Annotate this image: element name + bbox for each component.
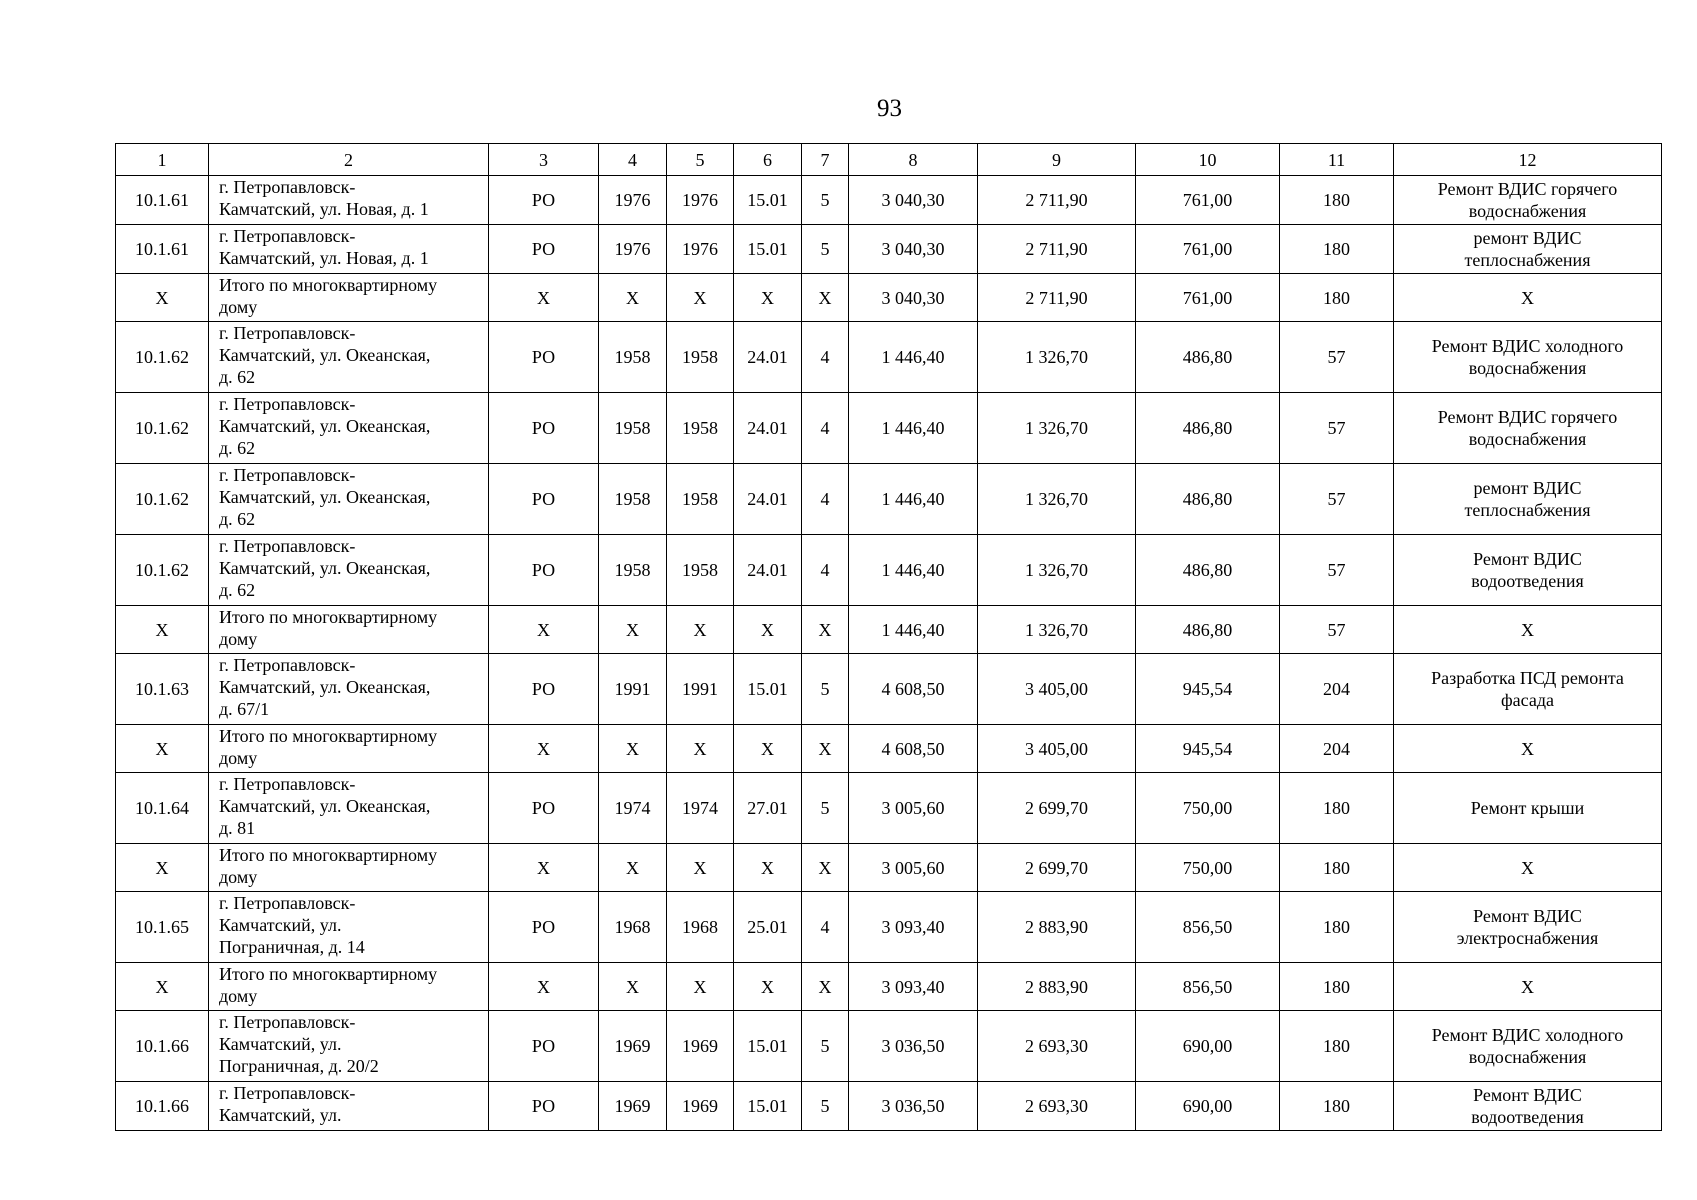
residents-count-cell: 204 (1280, 654, 1394, 725)
residents-area-cell: 761,00 (1136, 274, 1280, 322)
total-area-cell: 3 093,40 (849, 892, 978, 963)
residents-area-cell: 486,80 (1136, 535, 1280, 606)
year-built-cell: 1976 (599, 225, 667, 274)
owner-type-cell: Х (489, 844, 599, 892)
wall-material-cell: Х (734, 606, 802, 654)
address-cell (209, 892, 489, 963)
work-type-line: Ремонт ВДИС холодного (1431, 1025, 1624, 1045)
address-line: дому (219, 986, 258, 1006)
header-cell: 9 (978, 144, 1136, 176)
floors-cell: Х (802, 725, 849, 773)
address-cell (209, 844, 489, 892)
year-built-cell: Х (599, 963, 667, 1011)
table-row (116, 654, 1662, 725)
work-type-line: водоснабжения (1468, 429, 1587, 449)
residents-count-cell: 57 (1280, 393, 1394, 464)
owner-type-cell: РО (489, 535, 599, 606)
floors-cell: 5 (802, 225, 849, 274)
floors-cell: 5 (802, 773, 849, 844)
living-area-cell: 2 883,90 (978, 892, 1136, 963)
living-area-cell: 2 693,30 (978, 1082, 1136, 1131)
residents-area-cell: 486,80 (1136, 606, 1280, 654)
year-commissioned-cell: 1991 (667, 654, 734, 725)
work-type-line: Ремонт ВДИС (1473, 1085, 1582, 1105)
year-commissioned-cell: 1958 (667, 322, 734, 393)
table-row (116, 322, 1662, 393)
work-type-cell (1394, 1082, 1662, 1131)
work-type-line: Х (1521, 619, 1534, 640)
wall-material-cell: 15.01 (734, 1082, 802, 1131)
residents-count-cell: 180 (1280, 892, 1394, 963)
total-area-cell: 1 446,40 (849, 535, 978, 606)
year-built-cell: 1991 (599, 654, 667, 725)
work-type-line: Х (1521, 287, 1534, 308)
wall-material-cell: 24.01 (734, 393, 802, 464)
total-area-cell: 3 040,30 (849, 176, 978, 225)
row-number-cell: Х (116, 606, 209, 654)
residents-count-cell: 180 (1280, 963, 1394, 1011)
living-area-cell: 2 699,70 (978, 844, 1136, 892)
owner-type-cell: РО (489, 1082, 599, 1131)
row-number-cell: Х (116, 844, 209, 892)
work-type-cell (1394, 464, 1662, 535)
year-commissioned-cell: 1969 (667, 1011, 734, 1082)
header-row (116, 144, 1662, 176)
address-cell (209, 606, 489, 654)
work-type-line: Ремонт ВДИС горячего (1437, 179, 1618, 199)
year-commissioned-cell: Х (667, 725, 734, 773)
residents-area-cell: 750,00 (1136, 844, 1280, 892)
wall-material-cell: 24.01 (734, 535, 802, 606)
living-area-cell: 2 693,30 (978, 1011, 1136, 1082)
residents-area-cell: 690,00 (1136, 1011, 1280, 1082)
header-cell: 3 (489, 144, 599, 176)
address-cell (209, 725, 489, 773)
address-line: Камчатский, ул. Новая, д. 1 (219, 199, 429, 219)
owner-type-cell: РО (489, 225, 599, 274)
address-line: Камчатский, ул. Океанская, (219, 677, 431, 697)
address-line: Итого по многоквартирному (219, 607, 438, 627)
address-line: г. Петропавловск- (219, 177, 356, 197)
address-cell (209, 274, 489, 322)
address-cell (209, 535, 489, 606)
year-built-cell: Х (599, 725, 667, 773)
total-row (116, 725, 1662, 773)
work-type-cell (1394, 892, 1662, 963)
owner-type-cell: РО (489, 892, 599, 963)
total-area-cell: 3 036,50 (849, 1011, 978, 1082)
address-line: Камчатский, ул. Океанская, (219, 558, 431, 578)
address-line: дому (219, 748, 258, 768)
residents-count-cell: 180 (1280, 176, 1394, 225)
residents-area-cell: 486,80 (1136, 322, 1280, 393)
year-built-cell: 1976 (599, 176, 667, 225)
wall-material-cell: 25.01 (734, 892, 802, 963)
work-type-line: Ремонт ВДИС (1473, 549, 1582, 569)
year-commissioned-cell: 1958 (667, 464, 734, 535)
owner-type-cell: Х (489, 606, 599, 654)
floors-cell: Х (802, 963, 849, 1011)
work-type-line: Ремонт ВДИС холодного (1431, 336, 1624, 356)
address-line: Камчатский, ул. (219, 1105, 342, 1125)
work-type-line: Ремонт ВДИС (1473, 906, 1582, 926)
year-built-cell: 1958 (599, 535, 667, 606)
work-type-cell (1394, 963, 1662, 1011)
wall-material-cell: 24.01 (734, 464, 802, 535)
work-type-line: фасада (1501, 690, 1554, 710)
work-type-line: Разработка ПСД ремонта (1431, 668, 1624, 688)
residents-count-cell: 180 (1280, 844, 1394, 892)
total-row (116, 274, 1662, 322)
floors-cell: 5 (802, 1082, 849, 1131)
table-row (116, 176, 1662, 225)
year-built-cell: Х (599, 274, 667, 322)
row-number-cell: 10.1.62 (116, 393, 209, 464)
residents-area-cell: 690,00 (1136, 1082, 1280, 1131)
year-commissioned-cell: 1974 (667, 773, 734, 844)
address-line: Камчатский, ул. Океанская, (219, 416, 431, 436)
address-cell (209, 393, 489, 464)
floors-cell: 5 (802, 1011, 849, 1082)
header-cell: 10 (1136, 144, 1280, 176)
total-area-cell: 3 005,60 (849, 773, 978, 844)
residents-count-cell: 57 (1280, 464, 1394, 535)
owner-type-cell: Х (489, 963, 599, 1011)
residents-count-cell: 57 (1280, 606, 1394, 654)
address-line: д. 62 (219, 438, 256, 458)
work-type-line: водоснабжения (1468, 201, 1587, 221)
wall-material-cell: 27.01 (734, 773, 802, 844)
residents-count-cell: 180 (1280, 225, 1394, 274)
address-line: д. 62 (219, 509, 256, 529)
row-number-cell: 10.1.62 (116, 535, 209, 606)
address-line: г. Петропавловск- (219, 893, 356, 913)
total-area-cell: 1 446,40 (849, 464, 978, 535)
total-area-cell: 1 446,40 (849, 393, 978, 464)
table-row (116, 1082, 1662, 1131)
work-type-cell (1394, 322, 1662, 393)
living-area-cell: 3 405,00 (978, 654, 1136, 725)
work-type-cell (1394, 176, 1662, 225)
wall-material-cell: 15.01 (734, 176, 802, 225)
living-area-cell: 2 711,90 (978, 225, 1136, 274)
total-area-cell: 4 608,50 (849, 725, 978, 773)
work-type-line: Х (1521, 738, 1534, 759)
address-line: г. Петропавловск- (219, 465, 356, 485)
address-line: д. 62 (219, 580, 256, 600)
floors-cell: 5 (802, 654, 849, 725)
residents-area-cell: 945,54 (1136, 725, 1280, 773)
living-area-cell: 2 883,90 (978, 963, 1136, 1011)
address-line: Камчатский, ул. Новая, д. 1 (219, 248, 429, 268)
owner-type-cell: РО (489, 464, 599, 535)
work-type-cell (1394, 773, 1662, 844)
row-number-cell: 10.1.62 (116, 322, 209, 393)
wall-material-cell: 15.01 (734, 654, 802, 725)
owner-type-cell: РО (489, 393, 599, 464)
table-row (116, 464, 1662, 535)
address-line: г. Петропавловск- (219, 323, 356, 343)
address-line: дому (219, 297, 258, 317)
row-number-cell: 10.1.65 (116, 892, 209, 963)
residents-count-cell: 180 (1280, 773, 1394, 844)
address-line: Итого по многоквартирному (219, 726, 438, 746)
work-type-line: теплоснабжения (1464, 500, 1591, 520)
year-commissioned-cell: Х (667, 844, 734, 892)
table-row (116, 892, 1662, 963)
address-line: г. Петропавловск- (219, 226, 356, 246)
residents-count-cell: 57 (1280, 322, 1394, 393)
work-type-line: водоснабжения (1468, 358, 1587, 378)
work-type-cell (1394, 274, 1662, 322)
address-line: Пограничная, д. 14 (219, 937, 365, 957)
address-line: Камчатский, ул. Океанская, (219, 487, 431, 507)
work-type-cell (1394, 393, 1662, 464)
wall-material-cell: Х (734, 844, 802, 892)
total-area-cell: 3 036,50 (849, 1082, 978, 1131)
living-area-cell: 1 326,70 (978, 535, 1136, 606)
work-type-line: Х (1521, 857, 1534, 878)
residents-area-cell: 945,54 (1136, 654, 1280, 725)
address-line: г. Петропавловск- (219, 774, 356, 794)
header-cell: 7 (802, 144, 849, 176)
residents-count-cell: 57 (1280, 535, 1394, 606)
living-area-cell: 1 326,70 (978, 322, 1136, 393)
address-line: Камчатский, ул. Океанская, (219, 796, 431, 816)
floors-cell: 4 (802, 464, 849, 535)
address-line: Камчатский, ул. Океанская, (219, 345, 431, 365)
owner-type-cell: РО (489, 176, 599, 225)
address-line: Камчатский, ул. (219, 1034, 342, 1054)
table-row (116, 773, 1662, 844)
work-type-line: Ремонт ВДИС горячего (1437, 407, 1618, 427)
address-line: г. Петропавловск- (219, 536, 356, 556)
row-number-cell: 10.1.61 (116, 225, 209, 274)
header-cell: 6 (734, 144, 802, 176)
owner-type-cell: Х (489, 725, 599, 773)
year-built-cell: Х (599, 606, 667, 654)
total-area-cell: 3 093,40 (849, 963, 978, 1011)
work-type-line: водоотведения (1471, 1107, 1584, 1127)
owner-type-cell: Х (489, 274, 599, 322)
residents-area-cell: 761,00 (1136, 176, 1280, 225)
table-row (116, 393, 1662, 464)
work-type-cell (1394, 535, 1662, 606)
address-line: Итого по многоквартирному (219, 964, 438, 984)
table-row (116, 1011, 1662, 1082)
living-area-cell: 2 699,70 (978, 773, 1136, 844)
work-type-line: электроснабжения (1456, 928, 1599, 948)
address-cell (209, 464, 489, 535)
header-cell: 2 (209, 144, 489, 176)
residents-area-cell: 761,00 (1136, 225, 1280, 274)
floors-cell: 4 (802, 892, 849, 963)
wall-material-cell: 15.01 (734, 225, 802, 274)
address-line: г. Петропавловск- (219, 1083, 356, 1103)
residents-count-cell: 204 (1280, 725, 1394, 773)
work-type-cell (1394, 1011, 1662, 1082)
address-line: дому (219, 867, 258, 887)
year-commissioned-cell: 1968 (667, 892, 734, 963)
address-line: д. 81 (219, 818, 256, 838)
row-number-cell: Х (116, 963, 209, 1011)
residents-area-cell: 856,50 (1136, 892, 1280, 963)
year-commissioned-cell: 1976 (667, 225, 734, 274)
address-line: Камчатский, ул. (219, 915, 342, 935)
wall-material-cell: Х (734, 963, 802, 1011)
residents-count-cell: 180 (1280, 1011, 1394, 1082)
residents-count-cell: 180 (1280, 274, 1394, 322)
total-row (116, 606, 1662, 654)
living-area-cell: 1 326,70 (978, 606, 1136, 654)
floors-cell: Х (802, 606, 849, 654)
address-line: г. Петропавловск- (219, 655, 356, 675)
work-type-line: водоснабжения (1468, 1047, 1587, 1067)
floors-cell: 4 (802, 322, 849, 393)
year-commissioned-cell: 1958 (667, 535, 734, 606)
housing-repair-table (115, 143, 1662, 1131)
floors-cell: Х (802, 844, 849, 892)
residents-area-cell: 856,50 (1136, 963, 1280, 1011)
year-built-cell: 1958 (599, 393, 667, 464)
address-line: Итого по многоквартирному (219, 845, 438, 865)
row-number-cell: 10.1.64 (116, 773, 209, 844)
floors-cell: 4 (802, 535, 849, 606)
address-line: Итого по многоквартирному (219, 275, 438, 295)
table-row (116, 225, 1662, 274)
total-area-cell: 1 446,40 (849, 606, 978, 654)
header-cell: 11 (1280, 144, 1394, 176)
work-type-line: ремонт ВДИС (1473, 228, 1582, 248)
floors-cell: Х (802, 274, 849, 322)
year-built-cell: Х (599, 844, 667, 892)
row-number-cell: Х (116, 725, 209, 773)
table-row (116, 535, 1662, 606)
address-cell (209, 176, 489, 225)
year-built-cell: 1969 (599, 1082, 667, 1131)
address-line: дому (219, 629, 258, 649)
work-type-cell (1394, 606, 1662, 654)
year-commissioned-cell: 1958 (667, 393, 734, 464)
floors-cell: 4 (802, 393, 849, 464)
address-line: г. Петропавловск- (219, 1012, 356, 1032)
address-cell (209, 773, 489, 844)
living-area-cell: 2 711,90 (978, 274, 1136, 322)
address-line: г. Петропавловск- (219, 394, 356, 414)
year-commissioned-cell: Х (667, 274, 734, 322)
wall-material-cell: 24.01 (734, 322, 802, 393)
work-type-line: Х (1521, 976, 1534, 997)
row-number-cell: Х (116, 274, 209, 322)
row-number-cell: 10.1.62 (116, 464, 209, 535)
row-number-cell: 10.1.63 (116, 654, 209, 725)
work-type-line: теплоснабжения (1464, 250, 1591, 270)
address-line: д. 62 (219, 367, 256, 387)
header-cell: 4 (599, 144, 667, 176)
wall-material-cell: Х (734, 274, 802, 322)
year-built-cell: 1969 (599, 1011, 667, 1082)
year-built-cell: 1974 (599, 773, 667, 844)
owner-type-cell: РО (489, 773, 599, 844)
owner-type-cell: РО (489, 1011, 599, 1082)
address-cell (209, 322, 489, 393)
work-type-cell (1394, 654, 1662, 725)
living-area-cell: 3 405,00 (978, 725, 1136, 773)
work-type-line: ремонт ВДИС (1473, 478, 1582, 498)
year-built-cell: 1958 (599, 464, 667, 535)
address-line: д. 67/1 (219, 699, 270, 719)
year-commissioned-cell: Х (667, 963, 734, 1011)
header-cell: 5 (667, 144, 734, 176)
row-number-cell: 10.1.66 (116, 1082, 209, 1131)
year-commissioned-cell: 1969 (667, 1082, 734, 1131)
total-area-cell: 3 005,60 (849, 844, 978, 892)
year-built-cell: 1968 (599, 892, 667, 963)
total-area-cell: 3 040,30 (849, 225, 978, 274)
total-area-cell: 4 608,50 (849, 654, 978, 725)
address-cell (209, 1082, 489, 1131)
total-row (116, 963, 1662, 1011)
living-area-cell: 1 326,70 (978, 464, 1136, 535)
wall-material-cell: 15.01 (734, 1011, 802, 1082)
year-commissioned-cell: Х (667, 606, 734, 654)
floors-cell: 5 (802, 176, 849, 225)
living-area-cell: 1 326,70 (978, 393, 1136, 464)
work-type-cell (1394, 725, 1662, 773)
year-commissioned-cell: 1976 (667, 176, 734, 225)
residents-count-cell: 180 (1280, 1082, 1394, 1131)
residents-area-cell: 486,80 (1136, 393, 1280, 464)
work-type-line: водоотведения (1471, 571, 1584, 591)
living-area-cell: 2 711,90 (978, 176, 1136, 225)
address-cell (209, 1011, 489, 1082)
owner-type-cell: РО (489, 322, 599, 393)
residents-area-cell: 750,00 (1136, 773, 1280, 844)
address-cell (209, 654, 489, 725)
row-number-cell: 10.1.61 (116, 176, 209, 225)
address-cell (209, 963, 489, 1011)
row-number-cell: 10.1.66 (116, 1011, 209, 1082)
year-built-cell: 1958 (599, 322, 667, 393)
address-cell (209, 225, 489, 274)
header-cell: 1 (116, 144, 209, 176)
address-line: Пограничная, д. 20/2 (219, 1056, 379, 1076)
residents-area-cell: 486,80 (1136, 464, 1280, 535)
page-number: 93 (877, 95, 902, 122)
work-type-line: Ремонт крыши (1470, 798, 1585, 818)
total-area-cell: 1 446,40 (849, 322, 978, 393)
work-type-cell (1394, 844, 1662, 892)
header-cell: 8 (849, 144, 978, 176)
header-cell: 12 (1394, 144, 1662, 176)
wall-material-cell: Х (734, 725, 802, 773)
total-area-cell: 3 040,30 (849, 274, 978, 322)
work-type-cell (1394, 225, 1662, 274)
owner-type-cell: РО (489, 654, 599, 725)
total-row (116, 844, 1662, 892)
